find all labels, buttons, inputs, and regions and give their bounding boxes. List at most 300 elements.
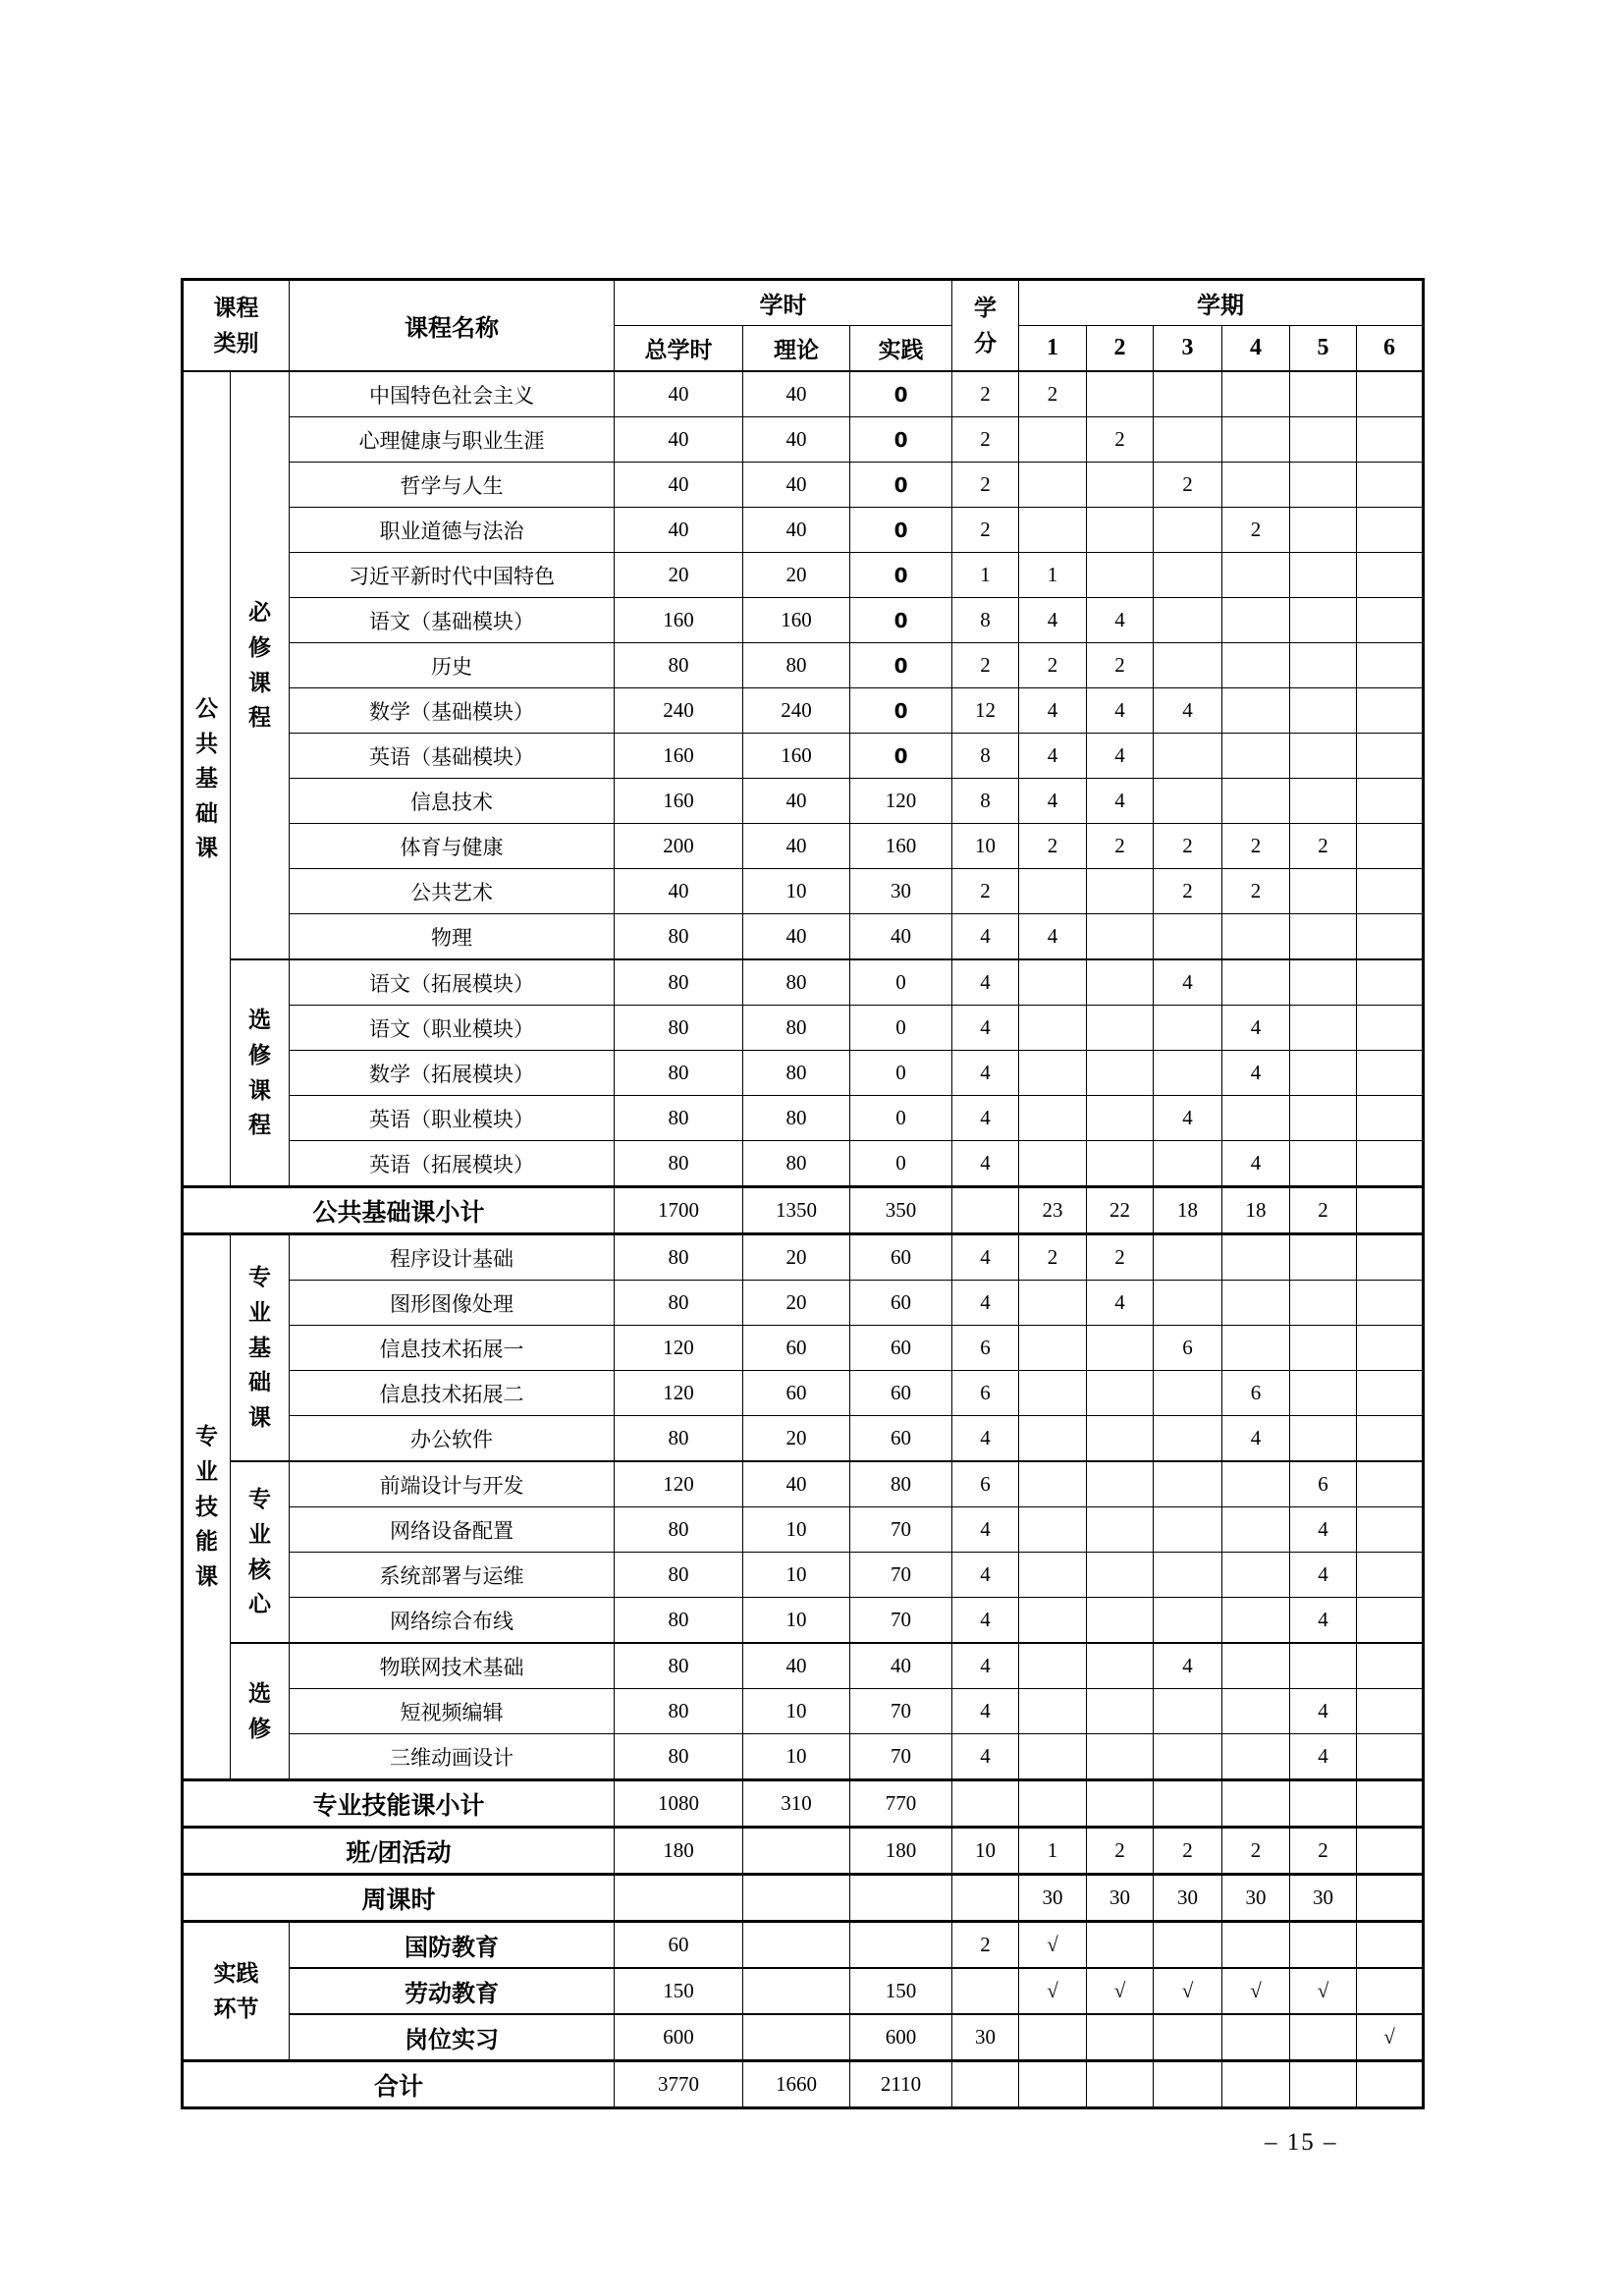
table-row [183,1416,1424,1462]
semester-2-cell [1087,1507,1154,1553]
practice-hours-cell: 600 [850,2014,952,2061]
total-hours-cell: 240 [615,688,743,734]
course-name: 语文（基础模块） [369,609,535,633]
total-hours-cell: 80 [615,1507,743,1553]
table-row [183,1780,1424,1828]
semester-1-cell [1019,463,1087,508]
credits-cell: 2 [952,508,1019,553]
table-row [183,959,1424,1006]
category-label: 实践环节 [213,1960,259,2021]
semester-2-cell [1087,1734,1154,1780]
table-row [183,643,1424,688]
table-row [183,1461,1424,1507]
semester-3-cell: 4 [1154,1643,1222,1689]
course-name-cell [290,2014,615,2061]
total-hours-cell: 1080 [615,1780,743,1828]
credits-cell [952,1968,1019,2014]
table-row [183,371,1424,417]
course-name-cell [290,508,615,553]
semester-3-cell [1154,417,1222,463]
course-name: 数学（拓展模块） [369,1062,535,1086]
semester-5-cell [1290,2061,1357,2108]
semester-6-cell [1357,1006,1424,1051]
semester-5-cell [1290,417,1357,463]
header-semester-4: 4 [1222,326,1290,372]
practice-hours-cell: 80 [850,1461,952,1507]
category-cell [183,371,231,1187]
semester-3-cell [1154,1281,1222,1326]
semester-5-cell: 4 [1290,1553,1357,1598]
table-body [183,371,1424,2108]
semester-3-cell [1154,2014,1222,2061]
total-hours-cell: 150 [615,1968,743,2014]
table-row [183,1553,1424,1598]
semester-1-cell [1019,2014,1087,2061]
category-cell [231,1461,290,1643]
semester-6-cell [1357,1643,1424,1689]
semester-5-cell [1290,553,1357,598]
table-row [183,1281,1424,1326]
course-name: 信息技术拓展二 [379,1382,524,1406]
total-hours-cell: 3770 [615,2061,743,2108]
total-hours-cell: 40 [615,371,743,417]
semester-6-cell [1357,779,1424,824]
semester-1-cell: √ [1019,1922,1087,1969]
semester-2-cell [1087,508,1154,553]
semester-5-cell [1290,1416,1357,1462]
semester-3-cell [1154,779,1222,824]
total-hours-cell: 600 [615,2014,743,2061]
semester-3-cell [1154,643,1222,688]
category-label: 专业基础课 [248,1265,271,1430]
semester-2-cell: 4 [1087,688,1154,734]
credits-cell: 4 [952,1281,1019,1326]
course-name-cell [290,1598,615,1644]
row-label-cell [183,1780,615,1828]
semester-3-cell [1154,1051,1222,1096]
practice-hours-cell: 60 [850,1234,952,1281]
semester-5-cell [1290,371,1357,417]
semester-2-cell [1087,1326,1154,1371]
credits-cell: 8 [952,779,1019,824]
semester-2-cell: 4 [1087,598,1154,643]
practice-hours-cell: 770 [850,1780,952,1828]
total-hours-cell: 80 [615,1141,743,1187]
semester-2-cell [1087,869,1154,914]
semester-4-cell [1222,1507,1290,1553]
semester-6-cell [1357,914,1424,960]
total-hours-cell: 80 [615,1234,743,1281]
semester-5-cell [1290,1780,1357,1828]
semester-5-cell [1290,688,1357,734]
semester-1-cell [1019,1734,1087,1780]
course-name: 前端设计与开发 [379,1473,524,1498]
semester-6-cell [1357,2061,1424,2108]
table-row [183,417,1424,463]
theory-hours-cell: 40 [743,824,850,869]
semester-6-cell [1357,1281,1424,1326]
semester-6-cell [1357,508,1424,553]
semester-6-cell [1357,1828,1424,1875]
category-label: 公共基础课 [195,695,218,861]
course-name-cell [290,598,615,643]
table-row [183,1643,1424,1689]
total-hours-cell: 80 [615,1689,743,1734]
semester-3-cell [1154,2061,1222,2108]
course-name-cell [290,1141,615,1187]
semester-1-cell [1019,1689,1087,1734]
header-credits [952,280,1019,372]
practice-hours-cell: 70 [850,1553,952,1598]
semester-4-cell [1222,1689,1290,1734]
semester-1-cell: 4 [1019,734,1087,779]
theory-hours-cell [743,1875,850,1922]
header-course-name: 课程名称 [290,280,615,372]
practice-hours-cell: 0 [850,553,952,598]
theory-hours-cell: 60 [743,1371,850,1416]
course-name-cell [290,1371,615,1416]
semester-1-cell: 23 [1019,1187,1087,1234]
course-name-cell [290,1553,615,1598]
semester-5-cell [1290,1234,1357,1281]
table-row [183,1371,1424,1416]
theory-hours-cell: 40 [743,779,850,824]
semester-6-cell [1357,1326,1424,1371]
semester-1-cell: 1 [1019,553,1087,598]
semester-4-cell: 2 [1222,508,1290,553]
total-hours-cell: 80 [615,1643,743,1689]
semester-2-cell [1087,1141,1154,1187]
credits-cell: 4 [952,1689,1019,1734]
semester-1-cell: √ [1019,1968,1087,2014]
semester-5-cell [1290,869,1357,914]
semester-1-cell: 30 [1019,1875,1087,1922]
course-name-cell [290,914,615,960]
total-hours-cell: 80 [615,1281,743,1326]
semester-3-cell: 6 [1154,1326,1222,1371]
course-name: 系统部署与运维 [379,1563,524,1588]
theory-hours-cell: 10 [743,1598,850,1644]
course-name: 英语（拓展模块） [369,1152,535,1176]
credits-cell [952,1187,1019,1234]
theory-hours-cell: 10 [743,1553,850,1598]
semester-4-cell [1222,553,1290,598]
credits-cell [952,1780,1019,1828]
semester-6-cell [1357,553,1424,598]
semester-2-cell: 4 [1087,779,1154,824]
semester-6-cell [1357,1553,1424,1598]
course-name: 中国特色社会主义 [369,383,535,408]
theory-hours-cell: 160 [743,734,850,779]
practice-hours-cell: 0 [850,371,952,417]
total-hours-cell: 1700 [615,1187,743,1234]
semester-2-cell [1087,2061,1154,2108]
course-name: 英语（基础模块） [369,744,535,769]
header-total-hours: 总学时 [615,326,743,372]
semester-4-cell: 4 [1222,1416,1290,1462]
curriculum-table [181,278,1425,2109]
semester-5-cell [1290,1281,1357,1326]
semester-1-cell: 4 [1019,914,1087,960]
theory-hours-cell: 10 [743,1507,850,1553]
credits-cell: 10 [952,1828,1019,1875]
semester-2-cell: 4 [1087,734,1154,779]
theory-hours-cell [743,1828,850,1875]
semester-2-cell [1087,914,1154,960]
total-hours-cell: 80 [615,1598,743,1644]
semester-3-cell: 2 [1154,463,1222,508]
semester-3-cell [1154,734,1222,779]
practice-hours-cell: 0 [850,1141,952,1187]
course-name: 信息技术 [410,790,494,814]
total-hours-cell: 160 [615,779,743,824]
semester-6-cell [1357,1461,1424,1507]
semester-2-cell [1087,1922,1154,1969]
theory-hours-cell: 80 [743,643,850,688]
theory-hours-cell: 40 [743,914,850,960]
course-name: 心理健康与职业生涯 [358,428,545,453]
course-name: 信息技术拓展一 [379,1337,524,1361]
total-hours-cell: 80 [615,1416,743,1462]
semester-2-cell: √ [1087,1968,1154,2014]
row-label: 周课时 [361,1886,436,1914]
category-cell [183,1922,290,2061]
semester-3-cell [1154,1598,1222,1644]
header-practice-hours: 实践 [850,326,952,372]
header-course-category [183,280,290,372]
semester-5-cell [1290,779,1357,824]
table-row [183,734,1424,779]
semester-2-cell [1087,1371,1154,1416]
theory-hours-cell: 1660 [743,2061,850,2108]
course-name-cell [290,1006,615,1051]
semester-4-cell [1222,959,1290,1006]
theory-hours-cell [743,2014,850,2061]
credits-cell: 6 [952,1371,1019,1416]
total-hours-cell: 160 [615,598,743,643]
practice-hours-cell: 0 [850,1006,952,1051]
course-name-cell [290,824,615,869]
course-name: 哲学与人生 [400,473,504,498]
semester-6-cell [1357,1096,1424,1141]
course-name: 物理 [431,925,473,950]
course-name-cell [290,1051,615,1096]
semester-4-cell: 6 [1222,1371,1290,1416]
semester-5-cell [1290,959,1357,1006]
credits-cell: 4 [952,1553,1019,1598]
semester-4-cell [1222,2061,1290,2108]
semester-4-cell: √ [1222,1968,1290,2014]
header-semester: 学期 [1019,280,1424,326]
semester-5-cell: 6 [1290,1461,1357,1507]
semester-4-cell [1222,1326,1290,1371]
credits-cell: 2 [952,1922,1019,1969]
course-name: 历史 [431,654,473,679]
practice-hours-cell: 0 [850,1096,952,1141]
semester-1-cell [1019,1141,1087,1187]
header-theory-hours: 理论 [743,326,850,372]
course-name: 物联网技术基础 [379,1655,524,1679]
credits-cell: 2 [952,371,1019,417]
semester-4-cell: 2 [1222,824,1290,869]
credits-cell: 4 [952,959,1019,1006]
semester-2-cell [1087,1416,1154,1462]
category-cell [231,959,290,1187]
practice-hours-cell: 350 [850,1187,952,1234]
course-name-cell [290,1326,615,1371]
credits-cell: 2 [952,869,1019,914]
page-number: – 15 – [1265,2129,1338,2156]
credits-cell: 12 [952,688,1019,734]
credits-cell: 4 [952,1051,1019,1096]
semester-4-cell [1222,734,1290,779]
practice-hours-cell: 0 [850,508,952,553]
semester-6-cell [1357,869,1424,914]
semester-5-cell [1290,1922,1357,1969]
header-semester-5: 5 [1290,326,1357,372]
header-course-category-label: 课程类别 [213,295,259,355]
practice-hours-cell: 0 [850,688,952,734]
total-hours-cell: 80 [615,1553,743,1598]
row-label: 公共基础课小计 [312,1199,485,1227]
practice-hours-cell: 40 [850,914,952,960]
course-name: 语文（职业模块） [369,1016,535,1041]
semester-3-cell: 2 [1154,1828,1222,1875]
semester-1-cell [1019,1461,1087,1507]
credits-cell: 6 [952,1461,1019,1507]
header-semester-3: 3 [1154,326,1222,372]
semester-5-cell [1290,1096,1357,1141]
course-name-cell [290,688,615,734]
credits-cell: 4 [952,1006,1019,1051]
semester-4-cell [1222,598,1290,643]
total-hours-cell: 40 [615,463,743,508]
semester-6-cell [1357,1922,1424,1969]
semester-1-cell [1019,1006,1087,1051]
semester-2-cell: 2 [1087,1234,1154,1281]
semester-1-cell: 4 [1019,598,1087,643]
total-hours-cell: 80 [615,643,743,688]
semester-3-cell [1154,371,1222,417]
table-row [183,824,1424,869]
credits-cell: 2 [952,643,1019,688]
semester-4-cell [1222,371,1290,417]
total-hours-cell: 80 [615,1051,743,1096]
semester-3-cell [1154,914,1222,960]
semester-4-cell [1222,1234,1290,1281]
semester-1-cell: 2 [1019,643,1087,688]
course-name: 职业道德与法治 [379,519,524,543]
row-label-cell [183,1828,615,1875]
header-credits-label: 学分 [974,295,998,355]
header-semester-6: 6 [1357,326,1424,372]
row-label: 合计 [374,2073,424,2101]
practice-hours-cell [850,1922,952,1969]
semester-6-cell [1357,1968,1424,2014]
semester-3-cell [1154,1006,1222,1051]
theory-hours-cell: 40 [743,1461,850,1507]
credits-cell: 8 [952,734,1019,779]
total-hours-cell: 80 [615,914,743,960]
total-hours-cell: 40 [615,417,743,463]
table-row [183,508,1424,553]
course-name-cell [290,643,615,688]
semester-2-cell: 2 [1087,1828,1154,1875]
course-name-cell [290,734,615,779]
practice-hours-cell: 150 [850,1968,952,2014]
course-name-cell [290,371,615,417]
semester-2-cell [1087,1598,1154,1644]
semester-2-cell: 2 [1087,824,1154,869]
practice-hours-cell: 60 [850,1371,952,1416]
table-row [183,688,1424,734]
course-name: 国防教育 [405,1936,500,1961]
practice-hours-cell: 70 [850,1507,952,1553]
semester-2-cell [1087,1553,1154,1598]
semester-5-cell [1290,1051,1357,1096]
table-row [183,1096,1424,1141]
semester-1-cell [1019,1051,1087,1096]
theory-hours-cell: 80 [743,1096,850,1141]
course-name: 体育与健康 [400,835,504,859]
semester-2-cell: 4 [1087,1281,1154,1326]
theory-hours-cell: 80 [743,1006,850,1051]
semester-2-cell [1087,371,1154,417]
practice-hours-cell: 30 [850,869,952,914]
table-row [183,1141,1424,1187]
semester-6-cell [1357,688,1424,734]
category-cell [231,371,290,959]
semester-4-cell [1222,1734,1290,1780]
semester-3-cell [1154,1371,1222,1416]
semester-6-cell [1357,1141,1424,1187]
practice-hours-cell: 60 [850,1281,952,1326]
semester-1-cell [1019,1096,1087,1141]
semester-5-cell: 2 [1290,1187,1357,1234]
theory-hours-cell: 80 [743,1141,850,1187]
semester-6-cell [1357,417,1424,463]
course-name: 三维动画设计 [390,1745,514,1770]
semester-3-cell [1154,1689,1222,1734]
table-row [183,1234,1424,1281]
course-name-cell [290,1416,615,1462]
theory-hours-cell: 20 [743,553,850,598]
semester-4-cell [1222,1461,1290,1507]
semester-3-cell [1154,1553,1222,1598]
semester-5-cell: 4 [1290,1689,1357,1734]
table-row [183,1326,1424,1371]
semester-2-cell [1087,1689,1154,1734]
semester-1-cell: 2 [1019,824,1087,869]
semester-3-cell [1154,508,1222,553]
semester-1-cell [1019,1598,1087,1644]
credits-cell: 4 [952,1096,1019,1141]
semester-6-cell [1357,643,1424,688]
semester-2-cell [1087,1096,1154,1141]
header-semester-2: 2 [1087,326,1154,372]
credits-cell: 1 [952,553,1019,598]
semester-1-cell [1019,1281,1087,1326]
theory-hours-cell [743,1922,850,1969]
category-label: 专业核心 [248,1487,271,1617]
table-row [183,1968,1424,2014]
total-hours-cell: 40 [615,508,743,553]
semester-4-cell: 30 [1222,1875,1290,1922]
theory-hours-cell: 10 [743,1689,850,1734]
course-name: 网络设备配置 [390,1518,514,1543]
course-name: 公共艺术 [410,880,494,904]
credits-cell: 4 [952,1416,1019,1462]
